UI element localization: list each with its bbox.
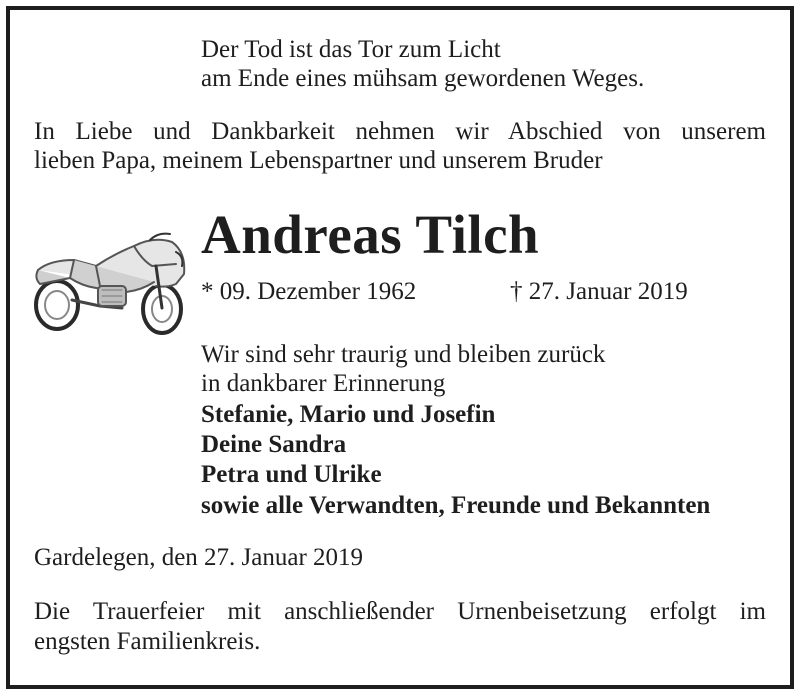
motorcycle-icon xyxy=(30,226,190,338)
birth-date: * 09. Dezember 1962 xyxy=(201,278,417,305)
mourner-name: Petra und Ulrike xyxy=(201,461,382,488)
notice-line-2: engsten Familienkreis. xyxy=(34,628,261,655)
place-date: Gardelegen, den 27. Januar 2019 xyxy=(34,544,364,571)
deceased-name: Andreas Tilch xyxy=(201,204,540,265)
intro-line-1: In Liebe und Dankbarkeit nehmen wir Abschied von unserem xyxy=(34,118,766,145)
mourners-line-2: in dankbarer Erinnerung xyxy=(201,370,446,397)
motto-line-2: am Ende eines mühsam gewordenen Weges. xyxy=(201,65,645,92)
mourner-name: Deine Sandra xyxy=(201,431,347,458)
mourners-line-1: Wir sind sehr traurig und bleiben zurück xyxy=(201,341,606,368)
motto-line-1: Der Tod ist das Tor zum Licht xyxy=(201,36,501,63)
notice-line-1: Die Trauerfeier mit anschließender Urnenbeisetzung erfolgt im xyxy=(34,598,766,625)
mourner-name: Stefanie, Mario und Josefin xyxy=(201,401,496,428)
intro-line-2: lieben Papa, meinem Lebenspartner und unserem Bruder xyxy=(34,147,603,174)
mourner-name: sowie alle Verwandten, Freunde und Bekannten xyxy=(201,492,711,519)
death-date: † 27. Januar 2019 xyxy=(510,278,688,305)
